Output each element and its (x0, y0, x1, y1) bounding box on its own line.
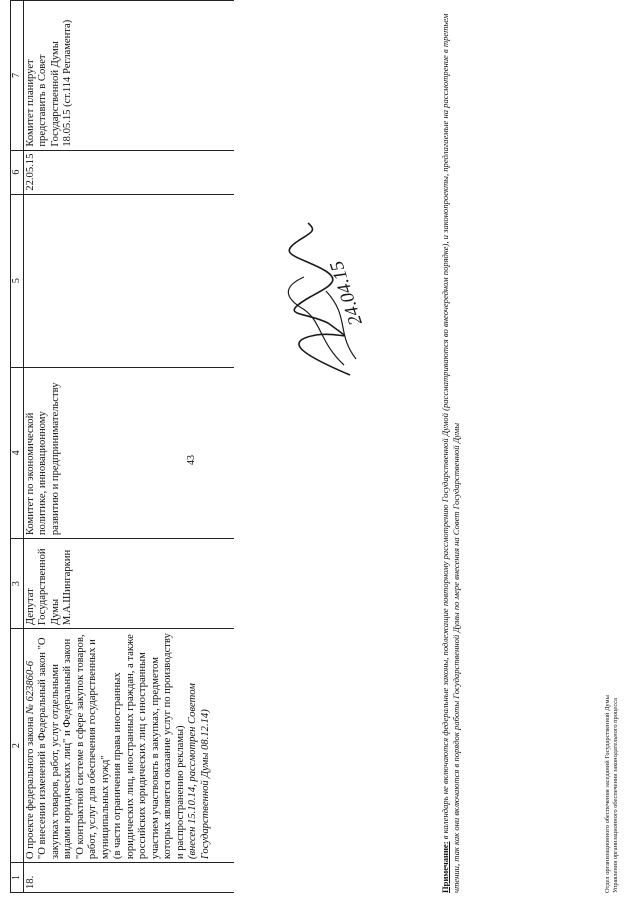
note-label: Примечание: (440, 841, 450, 893)
committee-cell: Комитет по экономической политике, инновационному развитию и предпринимательству (23, 367, 234, 539)
column-header: 6 (11, 150, 24, 194)
column-header: 2 (11, 629, 24, 863)
table-header-row (11, 1, 24, 893)
bill-scope: (в части ограничения права иностранных юридических лиц, иностранных граждан, а также российских юридических лиц с иностранным участием участвовать в закупках, предметом которых является оказание услуг по производству и распространению рекламы) (112, 633, 186, 860)
column-header: 4 (11, 367, 24, 539)
note-text: в календарь не включаются федеральные законы, подлежащие повторному рассмотрению Государственной Думой (рассматриваются во внеочередном порядке), и законопроекты, предлагаемые на рассмотрение в третьем чтении, так как они включаются в порядок работы Государственной Думы по мере внесения на Совет Государственной Думы (440, 13, 461, 893)
bill-title: "О внесении изменений в Федеральный закон "О закупках товаров, работ, услуг отдельными видами юридических лиц" и Федеральный закон "О контрактной системе в сфере закупок товаров, работ, услуг для обеспечения государственных и муниципальных нужд" (37, 634, 111, 860)
handwritten-signature (258, 216, 368, 381)
document-footer (604, 695, 621, 893)
column-header: 7 (11, 1, 24, 151)
column-header: 3 (11, 539, 24, 629)
footnote (440, 8, 461, 893)
signature-date: 24.04.15 (326, 258, 367, 328)
bills-table (10, 0, 234, 893)
column-header: 1 (11, 863, 24, 893)
empty-cell (23, 194, 234, 367)
plan-cell: Комитет планирует представить в Совет Государственной Думы 18.05.15 (ст.114 Регламента) (23, 1, 234, 151)
row-number: 18. (23, 863, 234, 893)
footer-line: Отдел организационного обеспечения заседаний Государственной Думы (604, 695, 611, 893)
date-cell: 22.05.15 (23, 150, 234, 194)
bill-history: (внесен 15.10.14, рассмотрен Советом Государственной Думы 08.12.14) (187, 683, 211, 860)
bill-cell (23, 629, 234, 863)
table-row (23, 1, 234, 893)
author-cell: Депутат Государственной Думы М.А.Шингаркин (23, 539, 234, 629)
bill-number-prefix: О проекте федерального закона (24, 716, 36, 860)
column-header: 5 (11, 194, 24, 367)
footer-line: Управления организационного обеспечения законодательного процесса (612, 698, 620, 893)
bill-number: № 623860-6 (24, 660, 36, 715)
page-number: 43 (186, 455, 197, 465)
